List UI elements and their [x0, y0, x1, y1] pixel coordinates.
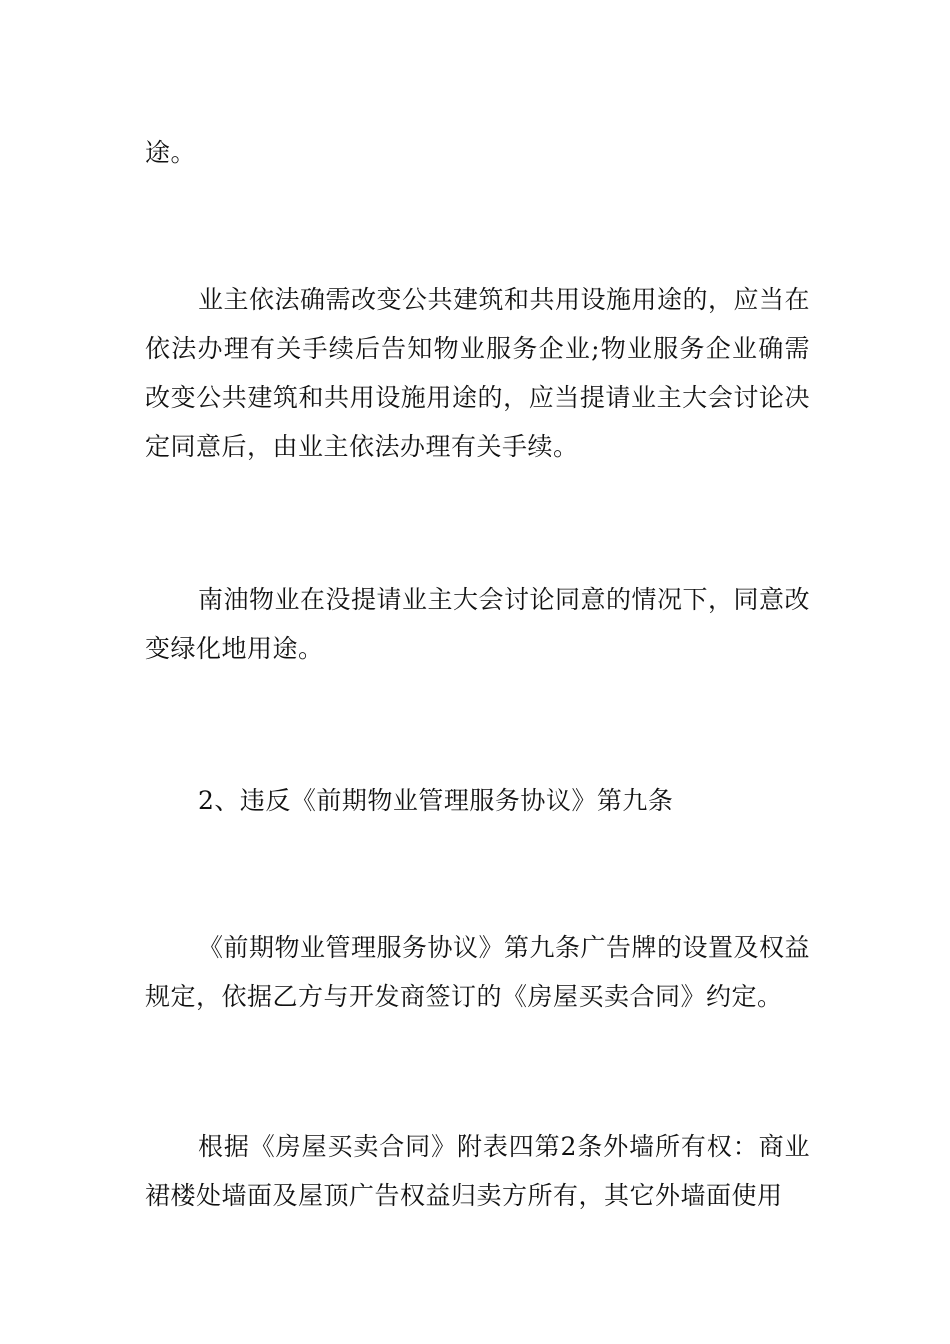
- paragraph-sales-contract: 根据《房屋买卖合同》附表四第2条外墙所有权：商业裙楼处墙面及屋顶广告权益归卖方所有，其它外墙面使用: [145, 1132, 810, 1210]
- paragraph-owner-change-use: 业主依法确需改变公共建筑和共用设施用途的，应当在依法办理有关手续后告知物业服务企业;物业服务企业确需改变公共建筑和共用设施用途的，应当提请业主大会讨论决定同意后，由业主依法办理有关手续。: [145, 285, 811, 461]
- paragraph-continuation: 途。: [145, 138, 197, 167]
- paragraph-agreement-article-nine: 《前期物业管理服务协议》第九条广告牌的设置及权益规定，依据乙方与开发商签订的《房屋买卖合同》约定。: [145, 933, 811, 1011]
- paragraph-nanyou-property: 南油物业在没提请业主大会讨论同意的情况下，同意改变绿化地用途。: [145, 585, 811, 663]
- section-heading-violation: 2、违反《前期物业管理服务协议》第九条: [198, 786, 674, 815]
